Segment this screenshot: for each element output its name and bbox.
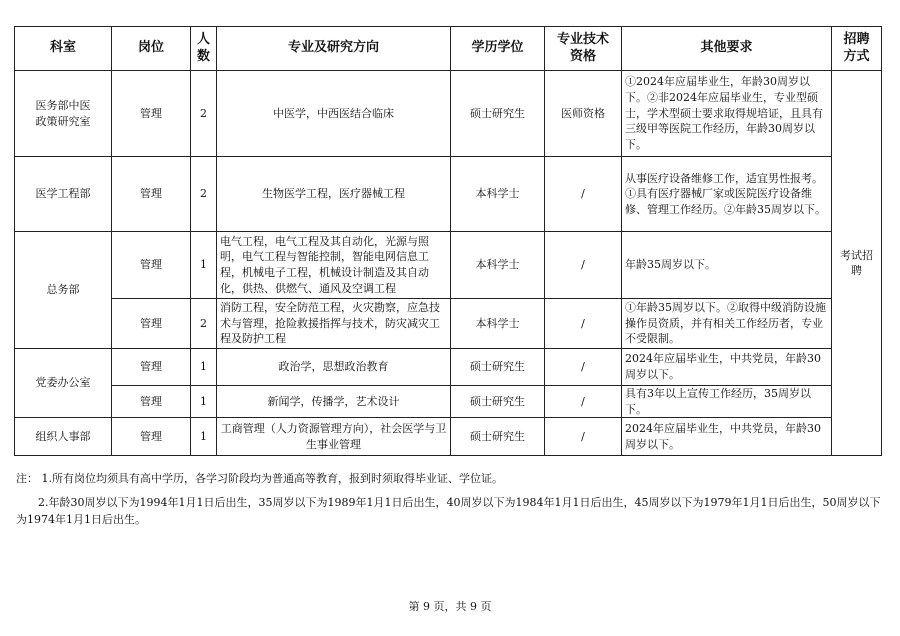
cell-post: 管理 <box>112 71 191 157</box>
cell-count: 2 <box>191 71 217 157</box>
table-row <box>15 386 882 418</box>
cell-qualification: / <box>545 232 622 299</box>
cell-post: 管理 <box>112 232 191 299</box>
cell-requirements: 2024年应届毕业生，中共党员，年龄30周岁以下。 <box>622 418 832 456</box>
cell-major: 消防工程，安全防范工程，火灾勘察，应急技术与管理，抢险救援指挥与技术，防灾减灾工程及防护工程 <box>217 299 451 349</box>
cell-major: 政治学，思想政治教育 <box>217 349 451 386</box>
cell-major: 工商管理（人力资源管理方向），社会医学与卫生事业管理 <box>217 418 451 456</box>
cell-degree: 本科学士 <box>451 232 545 299</box>
header-post: 岗位 <box>112 27 191 71</box>
cell-degree: 硕士研究生 <box>451 386 545 418</box>
cell-post: 管理 <box>112 418 191 456</box>
cell-post: 管理 <box>112 386 191 418</box>
cell-count: 1 <box>191 232 217 299</box>
cell-qualification: 医师资格 <box>545 71 622 157</box>
cell-qualification: / <box>545 349 622 386</box>
note-2: 2.年龄30周岁以下为1994年1月1日后出生，35周岁以下为1989年1月1日后出生，40周岁以下为1984年1月1日后出生，45周岁以下为1979年1月1日后出生，50周岁以下为1974年1月1日后出生。 <box>16 495 881 527</box>
cell-requirements: 年龄35周岁以下。 <box>622 232 832 299</box>
recruitment-table <box>14 26 882 456</box>
header-row <box>15 27 882 71</box>
table-row <box>15 349 882 386</box>
header-major: 专业及研究方向 <box>217 27 451 71</box>
cell-count: 2 <box>191 157 217 232</box>
header-method: 招聘方式 <box>832 27 882 71</box>
cell-major: 生物医学工程，医疗器械工程 <box>217 157 451 232</box>
cell-dept: 党委办公室 <box>15 349 112 418</box>
cell-requirements: ①2024年应届毕业生，年龄30周岁以下。②非2024年应届毕业生，专业型硕士，学术型硕士要求取得规培证，且具有三级甲等医院工作经历，年龄30周岁以下。 <box>622 71 832 157</box>
note-1: 注： 1.所有岗位均须具有高中学历，各学习阶段均为普通高等教育，报到时须取得毕业证、学位证。 <box>16 472 503 485</box>
cell-dept: 医务部中医政策研究室 <box>15 71 112 157</box>
cell-count: 1 <box>191 418 217 456</box>
cell-requirements: ①年龄35周岁以下。②取得中级消防设施操作员资质，并有相关工作经历者，专业不受限制。 <box>622 299 832 349</box>
header-degree: 学历学位 <box>451 27 545 71</box>
cell-requirements: 具有3年以上宣传工作经历，35周岁以下。 <box>622 386 832 418</box>
cell-dept: 组织人事部 <box>15 418 112 456</box>
cell-qualification: / <box>545 299 622 349</box>
table-row <box>15 232 882 299</box>
header-requirements: 其他要求 <box>622 27 832 71</box>
cell-post: 管理 <box>112 157 191 232</box>
header-count: 人数 <box>191 27 217 71</box>
cell-requirements: 2024年应届毕业生，中共党员，年龄30周岁以下。 <box>622 349 832 386</box>
header-dept: 科室 <box>15 27 112 71</box>
cell-count: 2 <box>191 299 217 349</box>
header-qualification: 专业技术资格 <box>545 27 622 71</box>
cell-method: 考试招聘 <box>832 71 882 456</box>
cell-major: 电气工程，电气工程及其自动化，光源与照明，电气工程与智能控制，智能电网信息工程，机械电子工程，机械设计制造及其自动化，供热、供燃气、通风及空调工程 <box>217 232 451 299</box>
cell-qualification: / <box>545 157 622 232</box>
cell-major: 新闻学，传播学，艺术设计 <box>217 386 451 418</box>
cell-count: 1 <box>191 349 217 386</box>
cell-count: 1 <box>191 386 217 418</box>
cell-qualification: / <box>545 386 622 418</box>
table-row <box>15 299 882 349</box>
page-footer: 第 9 页，共 9 页 <box>408 600 492 613</box>
table-row <box>15 157 882 232</box>
cell-dept: 总务部 <box>15 232 112 349</box>
cell-post: 管理 <box>112 299 191 349</box>
cell-degree: 硕士研究生 <box>451 418 545 456</box>
notes <box>16 470 882 529</box>
cell-degree: 硕士研究生 <box>451 71 545 157</box>
cell-degree: 本科学士 <box>451 157 545 232</box>
cell-dept: 医学工程部 <box>15 157 112 232</box>
cell-degree: 硕士研究生 <box>451 349 545 386</box>
cell-degree: 本科学士 <box>451 299 545 349</box>
cell-post: 管理 <box>112 349 191 386</box>
cell-major: 中医学，中西医结合临床 <box>217 71 451 157</box>
cell-requirements: 从事医疗设备维修工作，适宜男性报考。①具有医疗器械厂家或医院医疗设备维修、管理工作经历。②年龄35周岁以下。 <box>622 157 832 232</box>
table-row <box>15 418 882 456</box>
table-row <box>15 71 882 157</box>
cell-qualification: / <box>545 418 622 456</box>
